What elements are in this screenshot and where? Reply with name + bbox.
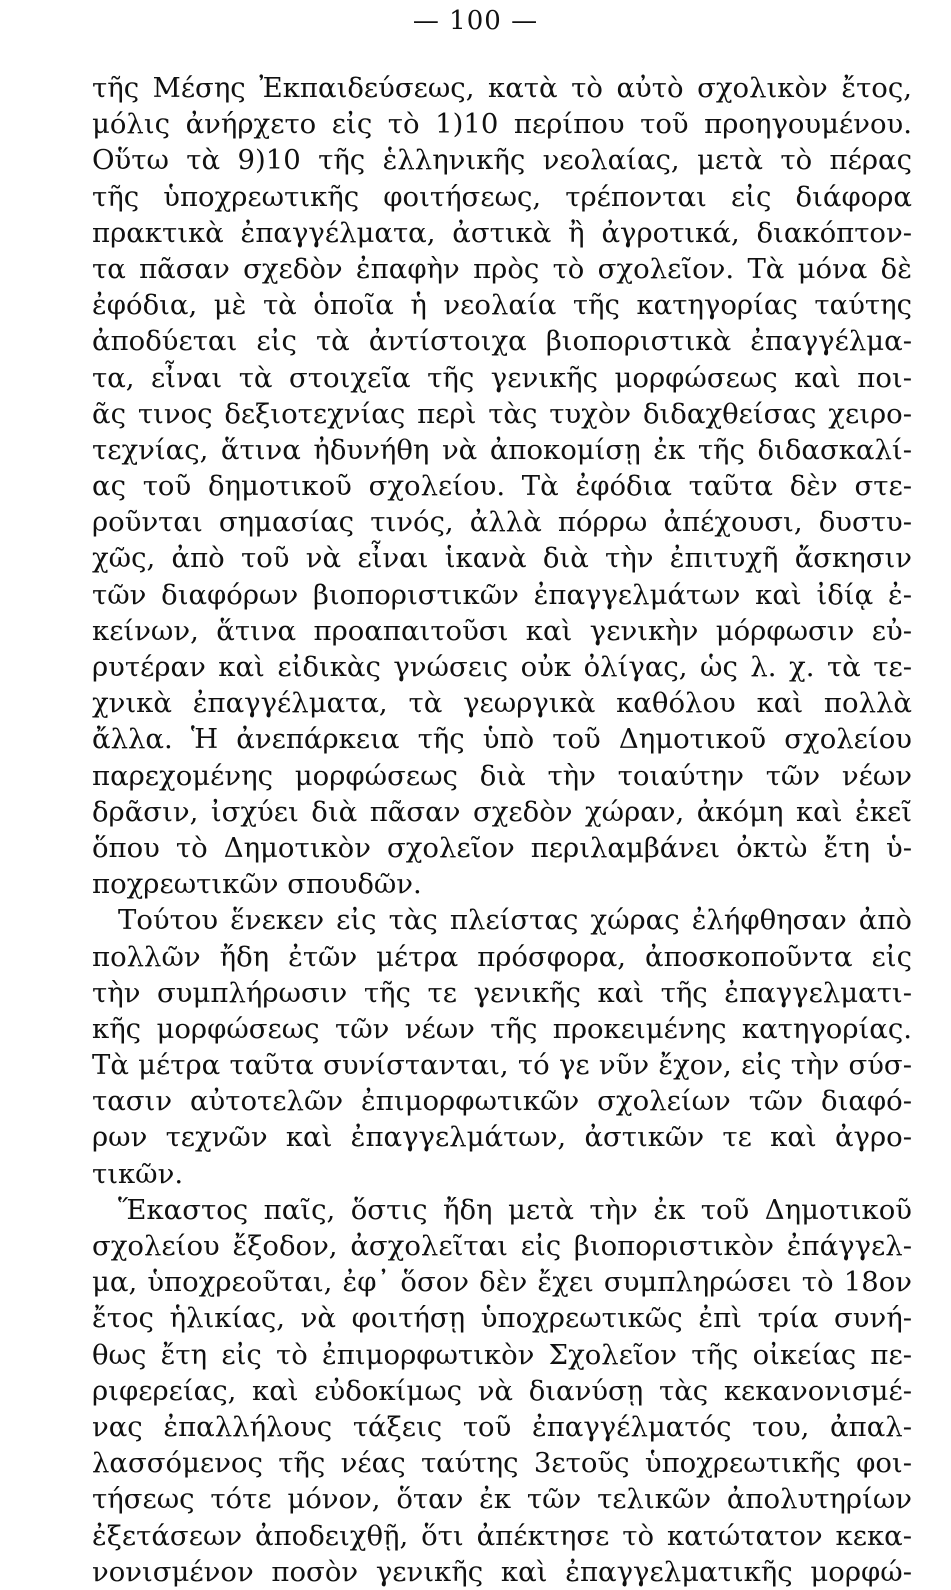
text-line: ἀποδύεται εἰς τὰ ἀντίστοιχα βιοποριστικὰ ἐπαγγέλμα- [92, 325, 912, 358]
text-line: νονισμένον ποσὸν γενικῆς καὶ ἐπαγγελματικῆς μορφώ- [92, 1555, 912, 1588]
text-line: κῆς μορφώσεως τῶν νέων τῆς προκειμένης κατηγορίας. [92, 1012, 912, 1045]
page-number: — 100 — [412, 6, 539, 36]
text-line: χνικὰ ἐπαγγέλματα, τὰ γεωργικὰ καθόλου καὶ πολλὰ [92, 687, 912, 720]
text-line: τασιν αὐτοτελῶν ἐπιμορφωτικῶν σχολείων τῶν διαφό- [92, 1085, 912, 1118]
text-line: ἄλλα. Ἡ ἀνεπάρκεια τῆς ὑπὸ τοῦ Δημοτικοῦ σχολείου [92, 723, 912, 756]
text-line: θως ἔτη εἰς τὸ ἐπιμορφωτικὸν Σχολεῖον τῆς οἰκείας πε- [92, 1338, 912, 1371]
text-line: Οὕτω τὰ 9)10 τῆς ἑλληνικῆς νεολαίας, μετὰ τὸ πέρας [92, 144, 912, 177]
text-line: ᾶς τινος δεξιοτεχνίας περὶ τὰς τυχὸν διδαχθείσας χειρο- [92, 397, 912, 430]
text-line: ροῦνται σημασίας τινός, ἀλλὰ πόρρω ἀπέχουσι, δυστυ- [92, 506, 912, 539]
text-line: τήσεως τότε μόνον, ὅταν ἐκ τῶν τελικῶν ἀπολυτηρίων [92, 1483, 912, 1516]
text-line: τῆς ὑποχρεωτικῆς φοιτήσεως, τρέπονται εἰς διάφορα [92, 180, 912, 213]
text-line: ας τοῦ δημοτικοῦ σχολείου. Τὰ ἐφόδια ταῦτα δὲν στε- [92, 470, 912, 503]
text-line: τῶν διαφόρων βιοποριστικῶν ἐπαγγελμάτων καὶ ἰδίᾳ ἐ- [92, 578, 912, 611]
text-line: πολλῶν ἤδη ἐτῶν μέτρα πρόσφορα, ἀποσκοποῦντα εἰς [92, 940, 912, 973]
text-line: σχολείου ἔξοδον, ἀσχολεῖται εἰς βιοποριστικὸν ἐπάγγελ- [92, 1230, 912, 1262]
text-line: ἐφόδια, μὲ τὰ ὁποῖα ἡ νεολαία τῆς κατηγορίας ταύτης [92, 289, 912, 322]
paragraph-end-line: ποχρεωτικῶν σπουδῶν. [92, 868, 422, 901]
text-line: ριφερείας, καὶ εὐδοκίμως νὰ διανύσῃ τὰς κεκανονισμέ- [92, 1374, 912, 1407]
text-line: ἐξετάσεων ἀποδειχθῇ, ὅτι ἀπέκτησε τὸ κατώτατον κεκα- [92, 1519, 912, 1552]
text-line: πρακτικὰ ἐπαγγέλματα, ἀστικὰ ἢ ἀγροτικά, διακόπτον- [92, 216, 912, 249]
paragraph-end-line: τικῶν. [92, 1157, 184, 1190]
text-line: ρων τεχνῶν καὶ ἐπαγγελμάτων, ἀστικῶν τε καὶ ἀγρο- [92, 1121, 912, 1154]
body-text [92, 70, 912, 1590]
text-line: παρεχομένης μορφώσεως διὰ τὴν τοιαύτην τῶν νέων [92, 759, 912, 792]
text-line: Τὰ μέτρα ταῦτα συνίστανται, τό γε νῦν ἔχον, εἰς τὴν σύσ- [92, 1049, 912, 1082]
text-line: ὅπου τὸ Δημοτικὸν σχολεῖον περιλαμβάνει ὀκτὼ ἔτη ὑ- [92, 831, 912, 864]
text-line: ρυτέραν καὶ εἰδικὰς γνώσεις οὐκ ὀλίγας, ὡς λ. χ. τὰ τε- [92, 651, 912, 683]
text-line: κείνων, ἅτινα προαπαιτοῦσι καὶ γενικὴν μόρφωσιν εὐ- [92, 614, 912, 647]
text-line: τῆς Μέσης Ἐκπαιδεύσεως, κατὰ τὸ αὐτὸ σχολικὸν ἔτος, [92, 72, 912, 104]
text-line: χῶς, ἀπὸ τοῦ νὰ εἶναι ἱκανὰ διὰ τὴν ἐπιτυχῆ ἄσκησιν [92, 542, 912, 575]
paragraph-start-line: Τούτου ἕνεκεν εἰς τὰς πλείστας χώρας ἐλήφθησαν ἀπὸ [118, 904, 912, 937]
text-line: λασσόμενος τῆς νέας ταύτης 3ετοῦς ὑποχρεωτικῆς φοι- [92, 1447, 912, 1480]
text-line: τεχνίας, ἅτινα ἠδυνήθη νὰ ἀποκομίσῃ ἐκ τῆς διδασκαλί- [92, 433, 912, 466]
text-line: νας ἐπαλλήλους τάξεις τοῦ ἐπαγγέλματός του, ἀπαλ- [92, 1410, 912, 1443]
text-line: τὴν συμπλήρωσιν τῆς τε γενικῆς καὶ τῆς ἐπαγγελματι- [92, 976, 912, 1009]
text-line: τα, εἶναι τὰ στοιχεῖα τῆς γενικῆς μορφώσεως καὶ ποι- [92, 361, 912, 394]
text-line: μα, ὑποχρεοῦται, ἐφ᾽ ὅσον δὲν ἔχει συμπληρώσει τὸ 18ον [92, 1266, 912, 1299]
text-line: τα πᾶσαν σχεδὸν ἐπαφὴν πρὸς τὸ σχολεῖον. Τὰ μόνα δὲ [92, 252, 912, 285]
text-line: ἔτος ἡλικίας, νὰ φοιτήσῃ ὑποχρεωτικῶς ἐπὶ τρία συνή- [92, 1302, 912, 1335]
text-line: δρᾶσιν, ἰσχύει διὰ πᾶσαν σχεδὸν χώραν, ἀκόμη καὶ ἐκεῖ [92, 795, 912, 828]
text-line: μόλις ἀνήρχετο εἰς τὸ 1)10 περίπου τοῦ προηγουμένου. [92, 108, 912, 141]
paragraph-start-line: Ἕκαστος παῖς, ὅστις ἤδη μετὰ τὴν ἐκ τοῦ Δημοτικοῦ [118, 1193, 912, 1226]
